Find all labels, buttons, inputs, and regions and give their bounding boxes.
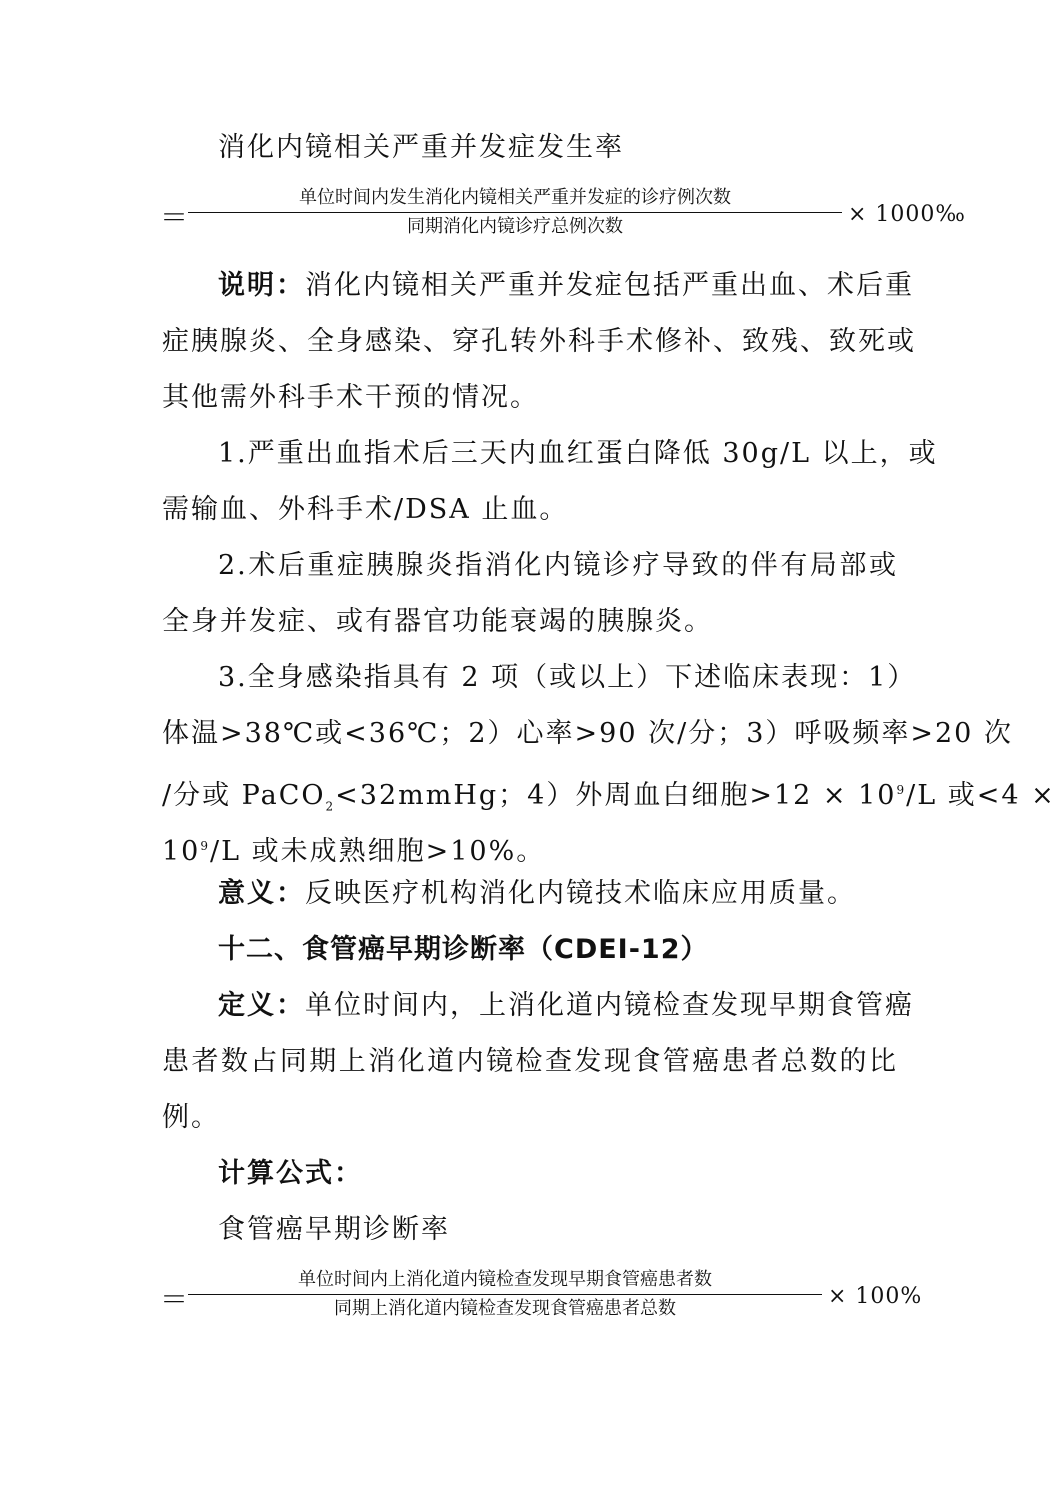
item2-line1: 2.术后重症胰腺炎指消化内镜诊疗导致的伴有局部或	[218, 550, 898, 581]
formula1-numerator: 单位时间内发生消化内镜相关严重并发症的诊疗例次数	[299, 187, 731, 208]
significance-label: 意义：	[218, 878, 305, 909]
formula1-fraction	[188, 186, 842, 239]
item3-line2: 体温>38℃或<36℃；2）心率>90 次/分；3）呼吸频率>20 次	[162, 718, 1013, 749]
explanation-line1: 说明：消化内镜相关严重并发症包括严重出血、术后重	[218, 270, 914, 301]
formula2-fraction	[188, 1268, 822, 1321]
definition-line2: 患者数占同期上消化道内镜检查发现食管癌患者总数的比	[162, 1046, 898, 1077]
item3-line4: $10^9/L$ 或未成熟细胞>10%。	[162, 836, 546, 867]
explanation-line2: 症胰腺炎、全身感染、穿孔转外科手术修补、致残、致死或	[162, 326, 916, 357]
formula2-equals: ＝	[160, 1283, 189, 1316]
section-heading: 十二、食管癌早期诊断率（CDEI-12）	[218, 934, 709, 965]
item1-line2: 需输血、外科手术/DSA 止血。	[162, 494, 569, 525]
formula2-numerator: 单位时间内上消化道内镜检查发现早期食管癌患者数	[298, 1269, 712, 1290]
fraction-bar	[188, 1294, 822, 1295]
formula2-denominator: 同期上消化道内镜检查发现食管癌患者总数	[334, 1298, 676, 1319]
fraction-bar	[188, 212, 842, 213]
significance: 意义：反映医疗机构消化内镜技术临床应用质量。	[218, 878, 856, 909]
formula1-equals: ＝	[160, 201, 189, 234]
formula1-multiplier: × 1000‰	[848, 202, 966, 227]
definition-line1: 定义：单位时间内，上消化道内镜检查发现早期食管癌	[218, 990, 914, 1021]
item3-line1: 3.全身感染指具有 2 项（或以上）下述临床表现：1）	[218, 662, 917, 693]
item2-line2: 全身并发症、或有器官功能衰竭的胰腺炎。	[162, 606, 713, 637]
formula2-name: 食管癌早期诊断率	[218, 1214, 450, 1245]
formula1-denominator: 同期消化内镜诊疗总例次数	[407, 216, 623, 237]
calc-label: 计算公式：	[218, 1158, 363, 1189]
item3-line3: /分或 PaCO$_2$<32mmHg；4）外周血白细胞$>12 \times 10^9/L$ 或<4 ×	[162, 780, 1056, 814]
formula1-name: 消化内镜相关严重并发症发生率	[218, 132, 624, 163]
definition-line3: 例。	[162, 1102, 220, 1133]
definition-label: 定义：	[218, 990, 305, 1021]
item1-line1: 1.严重出血指术后三天内血红蛋白降低 30g/L 以上，或	[218, 438, 938, 469]
formula2-multiplier: × 100%	[828, 1284, 923, 1309]
explanation-line3: 其他需外科手术干预的情况。	[162, 382, 539, 413]
explanation-label: 说明：	[218, 270, 305, 301]
